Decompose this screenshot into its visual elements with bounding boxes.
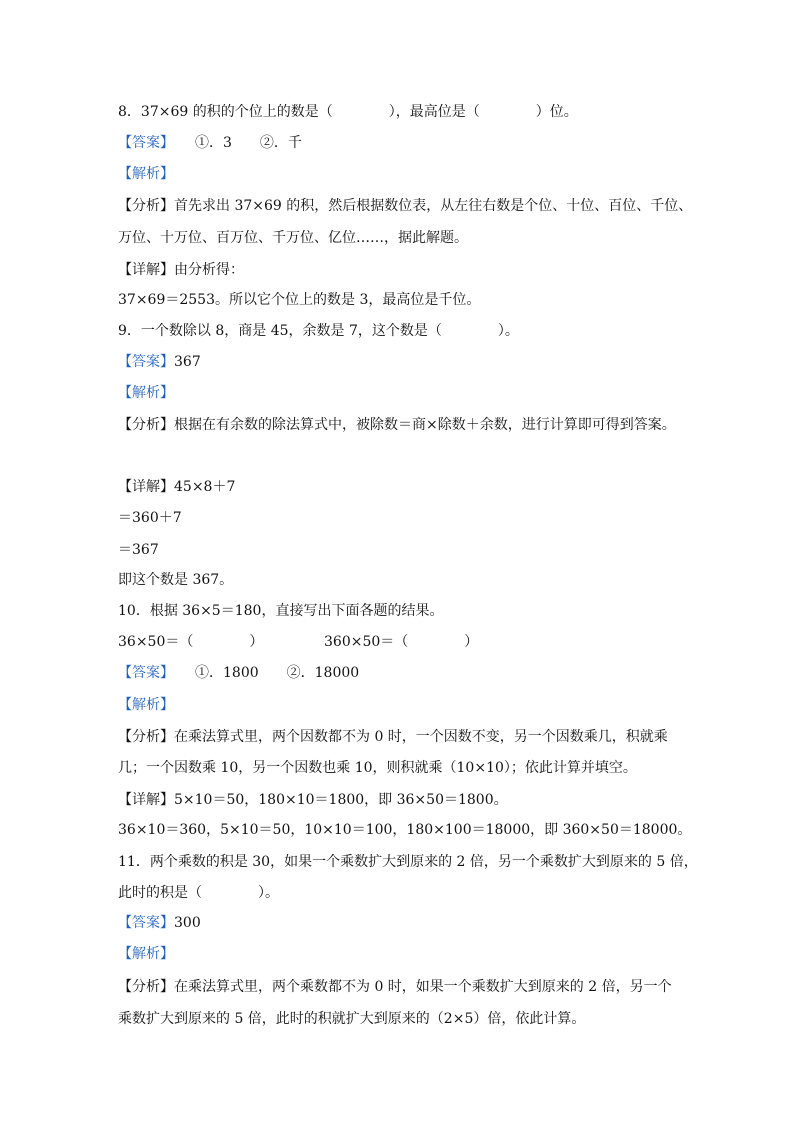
q9-answer-line — [118, 352, 201, 372]
q8-xiangjie-line-2: 37×69＝2553。所以它个位上的数是 3，最高位是千位。 — [118, 292, 481, 308]
q8-jiexi-tag: 【解析】 — [118, 166, 174, 182]
q9-step-2: ＝367 — [118, 542, 159, 558]
xiangjie-tag: 【详解】 — [118, 479, 174, 495]
fenxi-tag: 【分析】 — [118, 198, 174, 214]
q8-question: 8．37×69 的积的个位上的数是（ ），最高位是（ ）位。 — [118, 104, 578, 120]
q9-fenxi-line-1 — [118, 415, 676, 435]
xiangjie-tag: 【详解】 — [118, 262, 174, 278]
q10-expr-1: 36×50＝（ ） — [118, 634, 264, 650]
fenxi-tag: 【分析】 — [118, 979, 174, 995]
answer-tag: 【答案】 — [118, 354, 174, 370]
q11-answer: 300 — [174, 915, 201, 931]
q10-xiangjie-line-2: 36×10＝360，5×10＝50，10×10＝100，180×100＝18000，即 360×50＝18000。 — [118, 822, 692, 838]
q10-expr-2: 360×50＝（ ） — [324, 634, 479, 650]
q8-fenxi-line-1 — [118, 196, 692, 216]
q8-answer: ①．3 ②．千 — [167, 135, 302, 151]
q9-question: 9．一个数除以 8，商是 45，余数是 7，这个数是（ ）。 — [118, 323, 519, 339]
q9-conclusion: 即这个数是 367。 — [118, 572, 234, 588]
q11-jiexi-tag: 【解析】 — [118, 946, 174, 962]
xiangjie-tag: 【详解】 — [118, 792, 174, 808]
q10-fenxi-line-2: 几；一个因数乘 10，另一个因数也乘 10，则积就乘（10×10）；依此计算并填空。 — [118, 760, 637, 776]
q10-answer: ①．1800 ②．18000 — [167, 665, 360, 681]
q9-xiangjie-line-1 — [118, 477, 235, 497]
q10-fenxi-text-1: 在乘法算式里，两个因数都不为 0 时，一个因数不变，另一个因数乘几，积就乘 — [174, 729, 668, 745]
fenxi-tag: 【分析】 — [118, 417, 174, 433]
q10-xiangjie-line-1 — [118, 790, 508, 810]
fenxi-tag: 【分析】 — [118, 729, 174, 745]
q8-fenxi-text-1: 首先求出 37×69 的积，然后根据数位表，从左往右数是个位、十位、百位、千位、 — [174, 198, 693, 214]
q8-xiangjie-line-1 — [118, 260, 244, 280]
q9-answer: 367 — [174, 354, 201, 370]
answer-tag: 【答案】 — [118, 135, 167, 151]
q10-xiangjie-text-1: 5×10＝50，180×10＝1800，即 36×50＝1800。 — [174, 792, 508, 808]
q10-fenxi-line-1 — [118, 727, 668, 747]
q9-jiexi-tag: 【解析】 — [118, 385, 174, 401]
q9-step-1: ＝360＋7 — [118, 510, 182, 526]
answer-tag: 【答案】 — [118, 665, 167, 681]
q8-fenxi-line-2: 万位、十万位、百万位、千万位、亿位……，据此解题。 — [118, 230, 468, 246]
q10-question: 10．根据 36×5＝180，直接写出下面各题的结果。 — [118, 603, 444, 619]
answer-tag: 【答案】 — [118, 915, 174, 931]
q9-xiangjie-text-1: 45×8＋7 — [174, 479, 236, 495]
q11-fenxi-text-1: 在乘法算式里，两个乘数都不为 0 时，如果一个乘数扩大到原来的 2 倍，另一个 — [174, 979, 672, 995]
q11-question-line-1: 11．两个乘数的积是 30，如果一个乘数扩大到原来的 2 倍，另一个乘数扩大到原来的 5 倍， — [118, 854, 698, 870]
q8-answer-line — [118, 133, 302, 153]
q10-jiexi-tag: 【解析】 — [118, 697, 174, 713]
q8-xiangjie-text-1: 由分析得： — [174, 262, 244, 278]
q11-fenxi-line-2: 乘数扩大到原来的 5 倍，此时的积就扩大到原来的（2×5）倍，依此计算。 — [118, 1011, 586, 1027]
q11-fenxi-line-1 — [118, 977, 672, 997]
q11-answer-line — [118, 913, 201, 933]
q9-fenxi-text-1: 根据在有余数的除法算式中，被除数＝商×除数＋余数，进行计算即可得到答案。 — [174, 417, 676, 433]
q10-answer-line — [118, 663, 359, 683]
q11-question-line-2: 此时的积是（ ）。 — [118, 885, 279, 901]
